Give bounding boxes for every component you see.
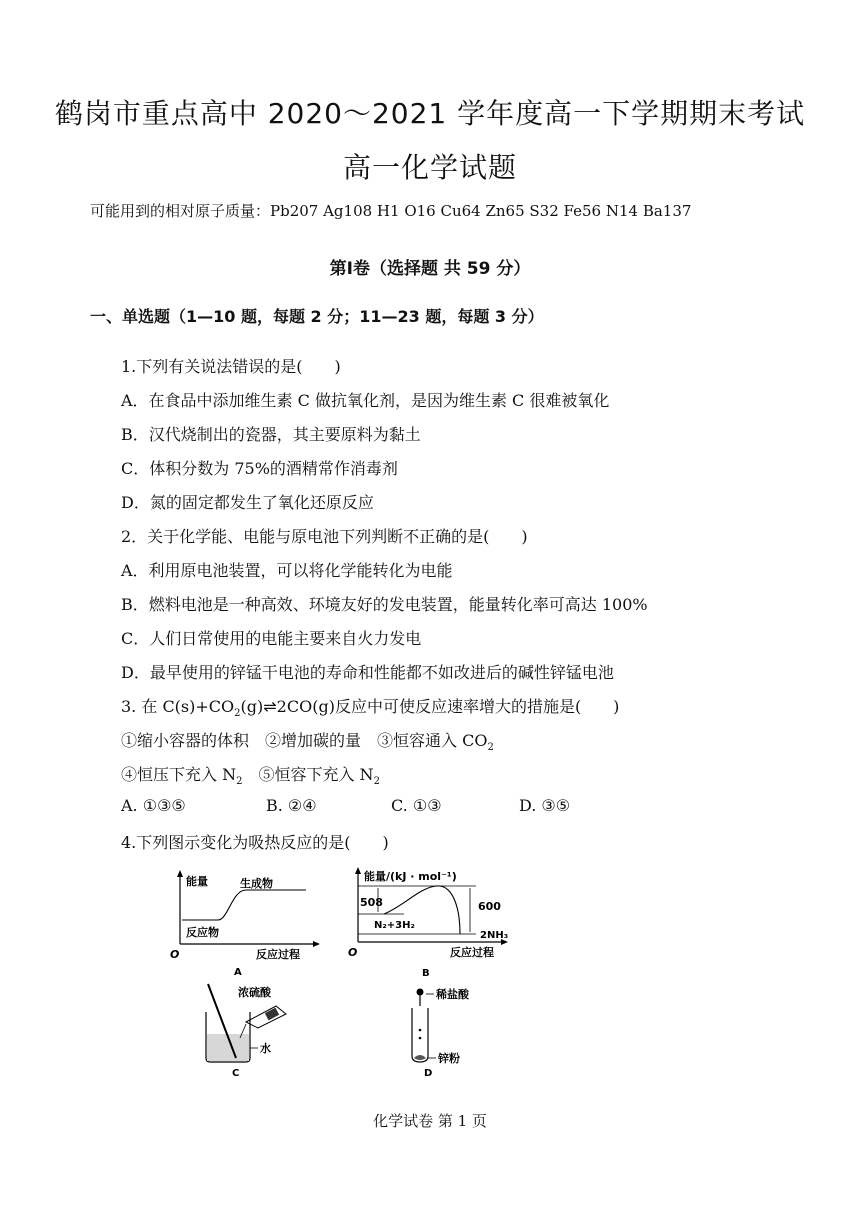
q1-stem: 1.下列有关说法错误的是( ) [121, 357, 341, 376]
figA-energy-curve [182, 890, 306, 920]
q3-stem-post: 2CO(g)反应中可使反应速率增大的措施是( ) [276, 697, 620, 716]
figD-zinc: 锌粉 [438, 1052, 460, 1065]
figA-y-arrow-icon [177, 870, 183, 877]
q4-stem: 4.下列图示变化为吸热反应的是( ) [121, 833, 389, 852]
q1-option-a: A．在食品中添加维生素 C 做抗氧化剂，是因为维生素 C 很难被氧化 [121, 391, 610, 410]
figB-xlabel: 反应过程 [450, 946, 494, 959]
page-footer: 化学试卷 第 1 页 [373, 1112, 487, 1130]
figA-xlabel: 反应过程 [256, 948, 300, 961]
figD-acid: 稀盐酸 [436, 988, 469, 1001]
figB-value-600: 600 [478, 900, 501, 913]
q2-stem: 2．关于化学能、电能与原电池下列判断不正确的是( ) [121, 527, 528, 546]
q3-line2-sub-a: 2 [236, 776, 243, 788]
figB-y-arrow-icon [355, 867, 361, 874]
q2-option-b: B．燃料电池是一种高效、环境友好的发电装置，能量转化率可高达 100% [121, 595, 648, 614]
figB-product: 2NH₃ [480, 930, 509, 941]
figC-water-label: 水 [260, 1042, 271, 1055]
figA-ylabel: 能量 [186, 875, 208, 888]
equilibrium-arrow-icon: ⇌ [263, 697, 277, 716]
q3-stem-mid: (g) [240, 697, 264, 716]
figD-bubble [419, 1037, 422, 1040]
figC-acid: 浓硫酸 [238, 986, 271, 999]
q2-option-a: A．利用原电池装置，可以将化学能转化为电能 [121, 561, 453, 580]
figA-caption: A [234, 967, 242, 978]
q3-option-c: C. ①③ [391, 796, 442, 815]
q3-option-d: D. ③⑤ [519, 796, 571, 815]
figure-d [398, 982, 498, 1078]
figA-origin: O [170, 948, 180, 961]
figD-zinc-powder [414, 1055, 426, 1060]
q3-stem [121, 694, 619, 719]
q3-line1-text: ①缩小容器的体积 ②增加碳的量 ③恒容通入 CO [121, 731, 488, 750]
atomic-masses: 可能用到的相对原子质量：Pb207 Ag108 H1 O16 Cu64 Zn65 S32 Fe56 N14 Ba137 [90, 202, 692, 220]
figD-test-tube [412, 1008, 428, 1062]
q2-option-d: D．最早使用的锌锰干电池的寿命和性能都不如改进后的碱性锌锰电池 [121, 663, 614, 682]
section-instruction: 一、单选题（1—10 题，每题 2 分；11—23 题，每题 3 分） [90, 307, 544, 326]
q3-measures-line2 [121, 762, 380, 787]
q1-option-d: D．氮的固定都发生了氧化还原反应 [121, 493, 374, 512]
figure-a [166, 868, 321, 978]
section-title: 第Ⅰ卷（选择题 共 59 分） [329, 259, 531, 279]
q3-line1-sub: 2 [487, 742, 494, 754]
q2-option-c: C．人们日常使用的电能主要来自火力发电 [121, 629, 422, 648]
figB-ylabel: 能量/(kJ · mol⁻¹) [364, 870, 457, 883]
figure-b [344, 866, 514, 978]
figA-x-arrow-icon [313, 941, 320, 947]
figC-reagent-bottle [246, 1006, 286, 1028]
q3-line2-sub-b: 2 [373, 776, 380, 788]
q1-option-b: B．汉代烧制出的瓷器，其主要原料为黏土 [121, 425, 421, 444]
figD-bubble [419, 1029, 422, 1032]
figB-caption: B [422, 968, 430, 978]
q3-options [121, 796, 570, 815]
q3-line2-b: ⑤恒容下充入 N [242, 765, 374, 784]
figB-value-508: 508 [360, 896, 383, 909]
figure-c [196, 982, 326, 1078]
figA-reactant: 反应物 [186, 926, 219, 939]
figA-product: 生成物 [240, 877, 273, 890]
q3-stem-sub: 2 [234, 708, 241, 720]
q3-stem-pre: 3. 在 C(s)+CO [121, 697, 235, 716]
q3-option-b: B. ②④ [266, 796, 317, 815]
q3-measures-line1 [121, 728, 494, 753]
q3-option-a: A. ①③⑤ [121, 796, 186, 815]
figD-caption: D [424, 1068, 433, 1078]
q3-line2-a: ④恒压下充入 N [121, 765, 237, 784]
figD-dropper-bulb [417, 989, 424, 996]
exam-subtitle: 高一化学试题 [342, 151, 517, 184]
exam-title: 鹤岗市重点高中 2020～2021 学年度高一下学期期末考试 [54, 97, 806, 130]
figB-reactant: N₂+3H₂ [374, 920, 415, 931]
figC-caption: C [232, 1068, 240, 1078]
q1-option-c: C．体积分数为 75%的酒精常作消毒剂 [121, 459, 398, 478]
figB-origin: O [348, 946, 358, 959]
